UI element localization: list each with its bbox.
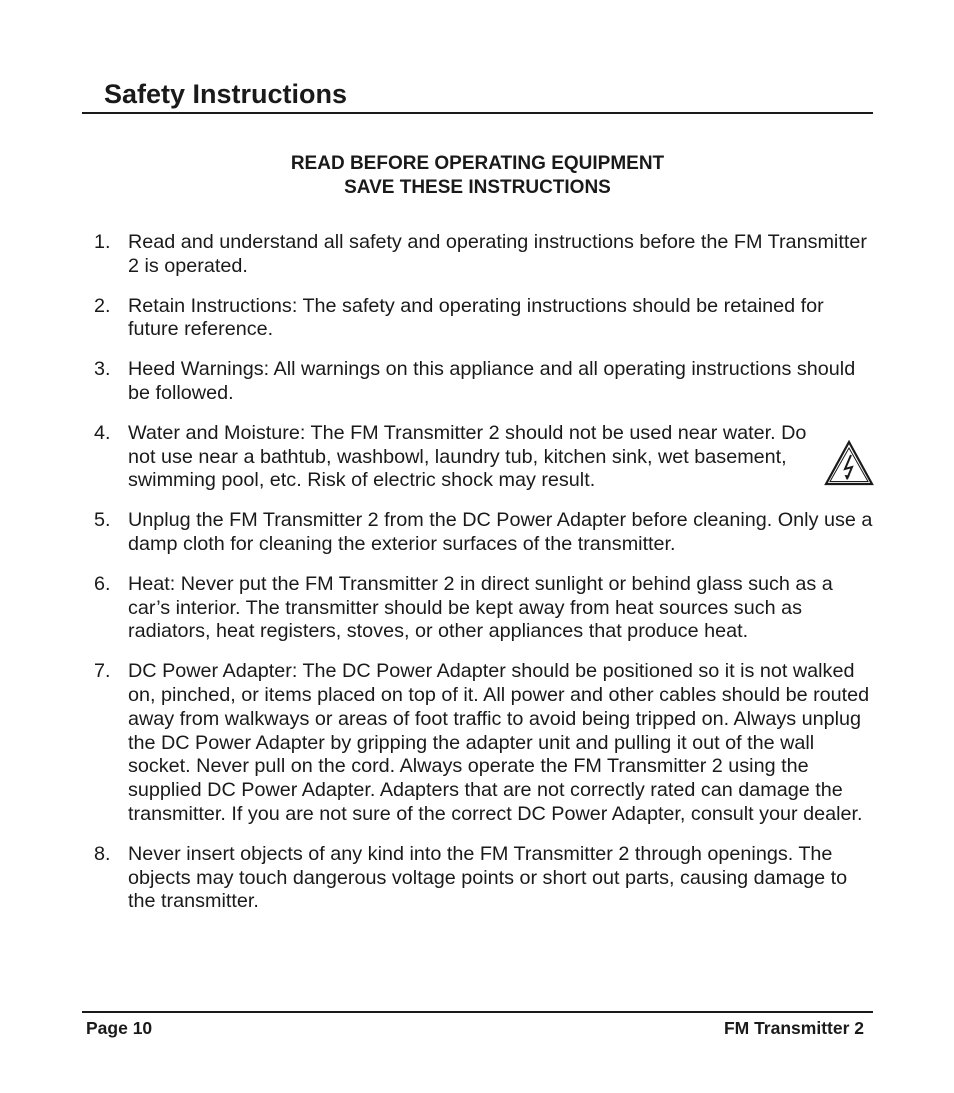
notice bbox=[82, 152, 873, 200]
notice-line-1: READ BEFORE OPERATING EQUIPMENT bbox=[290, 153, 665, 174]
item-number: 8. bbox=[94, 842, 111, 865]
list-item bbox=[94, 843, 874, 914]
item-text: Water and Moisture: The FM Transmitter 2 should not be used near water. Do not use near a bathtub, washbowl, laundry tub, kitchen sink, wet basement, swimming pool, etc. Risk of electric shock may result. bbox=[128, 421, 807, 492]
list-item bbox=[94, 295, 874, 343]
list-item bbox=[94, 509, 874, 557]
electrical-hazard-warning-icon bbox=[824, 440, 874, 486]
item-number: 1. bbox=[94, 231, 111, 253]
item-number: 4. bbox=[94, 421, 111, 444]
item-number: 2. bbox=[94, 294, 111, 317]
footer-rule bbox=[82, 1011, 873, 1013]
product-name: FM Transmitter 2 bbox=[723, 1018, 864, 1038]
item-text: Unplug the FM Transmitter 2 from the DC Power Adapter before cleaning. Only use a damp cloth for cleaning the exterior surfaces of the transmitter. bbox=[128, 509, 873, 555]
item-number: 3. bbox=[94, 358, 111, 381]
page-number: Page 10 bbox=[86, 1018, 153, 1038]
item-number: 5. bbox=[94, 509, 111, 532]
list-item bbox=[94, 231, 874, 279]
page-title: Safety Instructions bbox=[104, 79, 348, 109]
item-number: 6. bbox=[94, 572, 111, 595]
list-item bbox=[94, 660, 874, 827]
list-item bbox=[94, 422, 874, 493]
list-item bbox=[94, 358, 874, 406]
item-text: DC Power Adapter: The DC Power Adapter should be positioned so it is not walked on, pinched, or items placed on top of it. All power and other cables should be routed away from walkways or areas of foot traffic to avoid being tripped on. Always unplug the DC Power Adapter by gripping the adapter unit and pulling it out of the wall socket. Never pull on the cord. Always operate the FM Transmitter 2 using the supplied DC Power Adapter. Adapters that are not correctly rated can damage the transmitter. If you are not sure of the correct DC Power Adapter, consult your dealer. bbox=[128, 660, 870, 825]
item-text: Heat: Never put the FM Transmitter 2 in direct sunlight or behind glass such as a car’s interior. The transmitter should be kept away from heat sources such as radiators, heat registers, stoves, or other appliances that produce heat. bbox=[128, 572, 833, 643]
item-text: Read and understand all safety and operating instructions before the FM Transmitter 2 is operated. bbox=[128, 231, 867, 277]
item-text: Retain Instructions: The safety and operating instructions should be retained for future reference. bbox=[128, 294, 824, 341]
item-text: Never insert objects of any kind into the FM Transmitter 2 through openings. The objects may touch dangerous voltage points or short out parts, causing damage to the transmitter. bbox=[128, 842, 848, 913]
item-number: 7. bbox=[94, 660, 111, 683]
notice-line-2: SAVE THESE INSTRUCTIONS bbox=[344, 177, 611, 198]
header-rule bbox=[82, 112, 873, 114]
list-item bbox=[94, 573, 874, 644]
safety-instructions-list bbox=[94, 231, 874, 930]
item-text: Heed Warnings: All warnings on this appliance and all operating instructions should be followed. bbox=[128, 358, 856, 404]
